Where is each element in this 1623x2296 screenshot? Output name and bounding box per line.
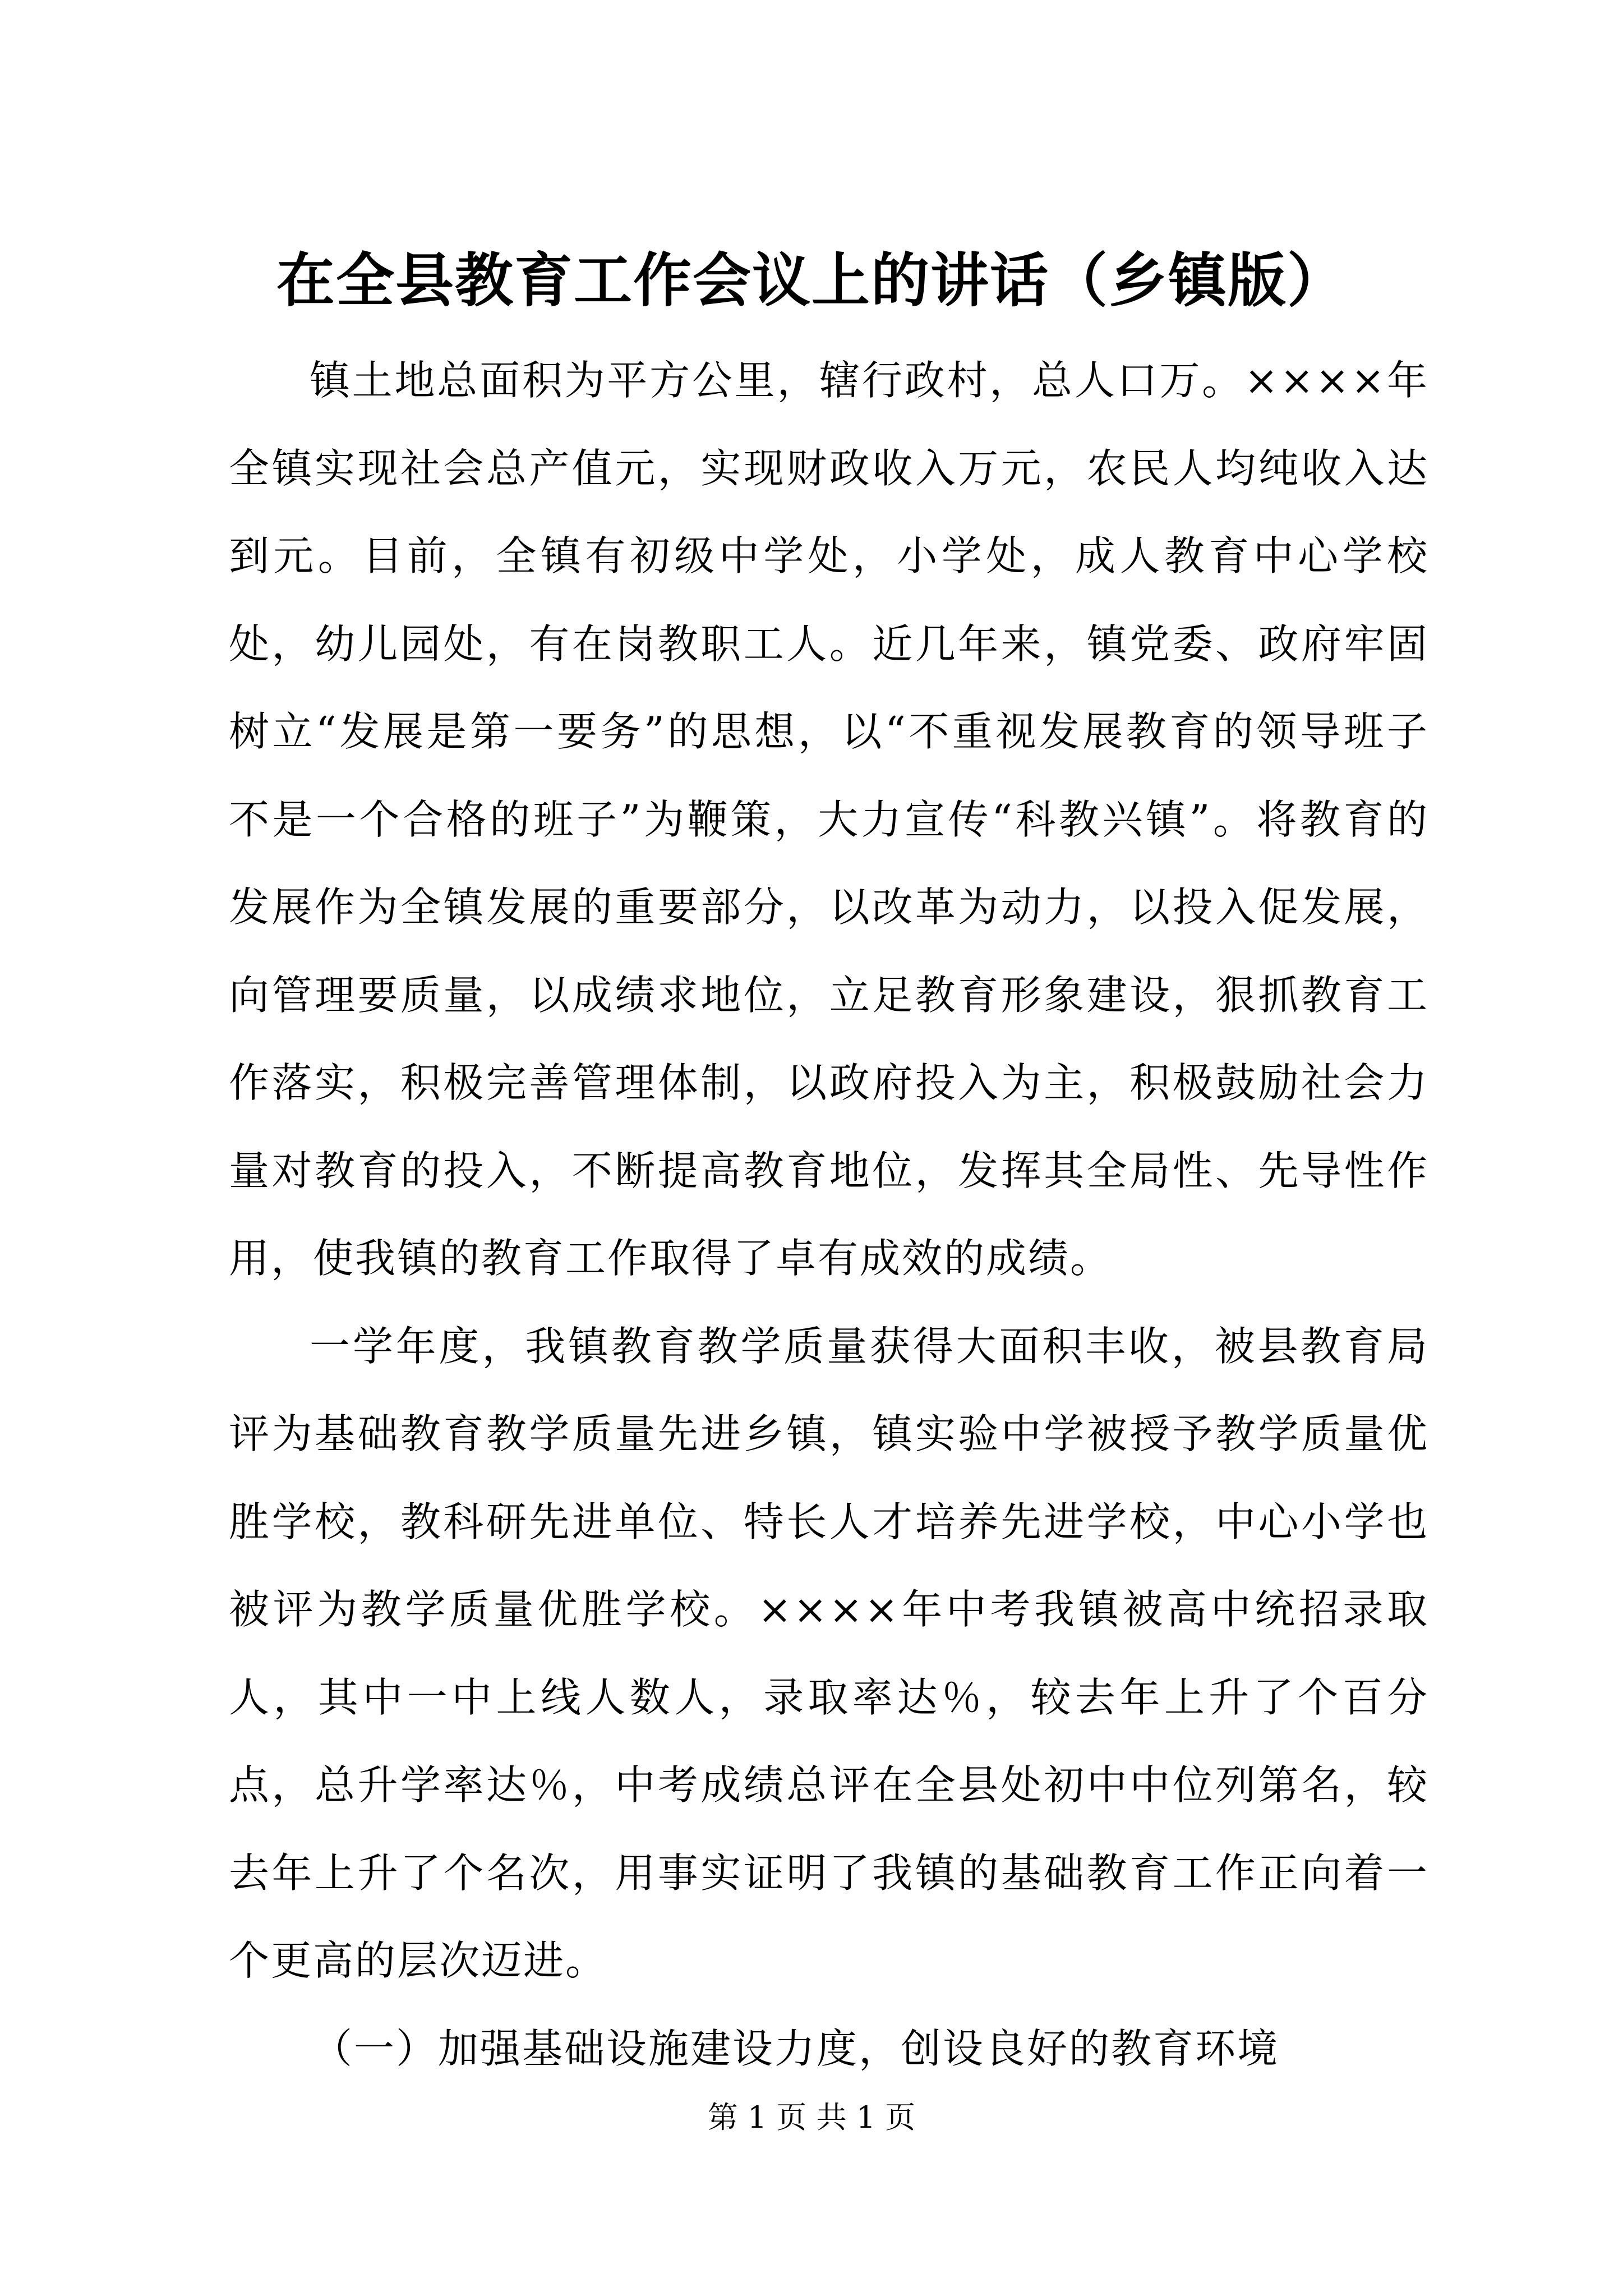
paragraph-overview: 镇土地总面积为平方公里，辖行政村，总人口万。××××年全镇实现社会总产值元，实现财政收入万元，农民人均纯收入达到元。目前，全镇有初级中学处，小学处，成人教育中心学校处，幼儿园处，有在岗教职工人。近几年来，镇党委、政府牢固树立“发展是第一要务”的思想，以“不重视发展教育的领导班子不是一个合格的班子”为鞭策，大力宣传“科教兴镇”。将教育的发展作为全镇发展的重要部分，以改革为动力，以投入促发展，向管理要质量，以成绩求地位，立足教育形象建设，狠抓教育工作落实，积极完善管理体制，以政府投入为主，积极鼓励社会力量对教育的投入，不断提高教育地位，发挥其全局性、先导性作用，使我镇的教育工作取得了卓有成效的成绩。	[229, 357, 1429, 1282]
section-heading: （一）加强基础设施建设力度，创设良好的教育环境	[312, 2024, 1280, 2072]
document-body	[229, 337, 1429, 2092]
document-title: 在全县教育工作会议上的讲话（乡镇版）	[276, 246, 1347, 315]
paragraph-achievements: 一学年度，我镇教育教学质量获得大面积丰收，被县教育局评为基础教育教学质量先进乡镇，镇实验中学被授予教学质量优胜学校，教科研先进单位、特长人才培养先进学校，中心小学也被评为教学质量优胜学校。××××年中考我镇被高中统招录取人，其中一中上线人数人，录取率达％，较去年上升了个百分点，总升学率达％，中考成绩总评在全县处初中中位列第名，较去年上升了个名次，用事实证明了我镇的基础教育工作正向着一个更高的层次迈进。	[229, 1322, 1429, 1984]
page-number: 第 1 页 共 1 页	[707, 2100, 916, 2135]
